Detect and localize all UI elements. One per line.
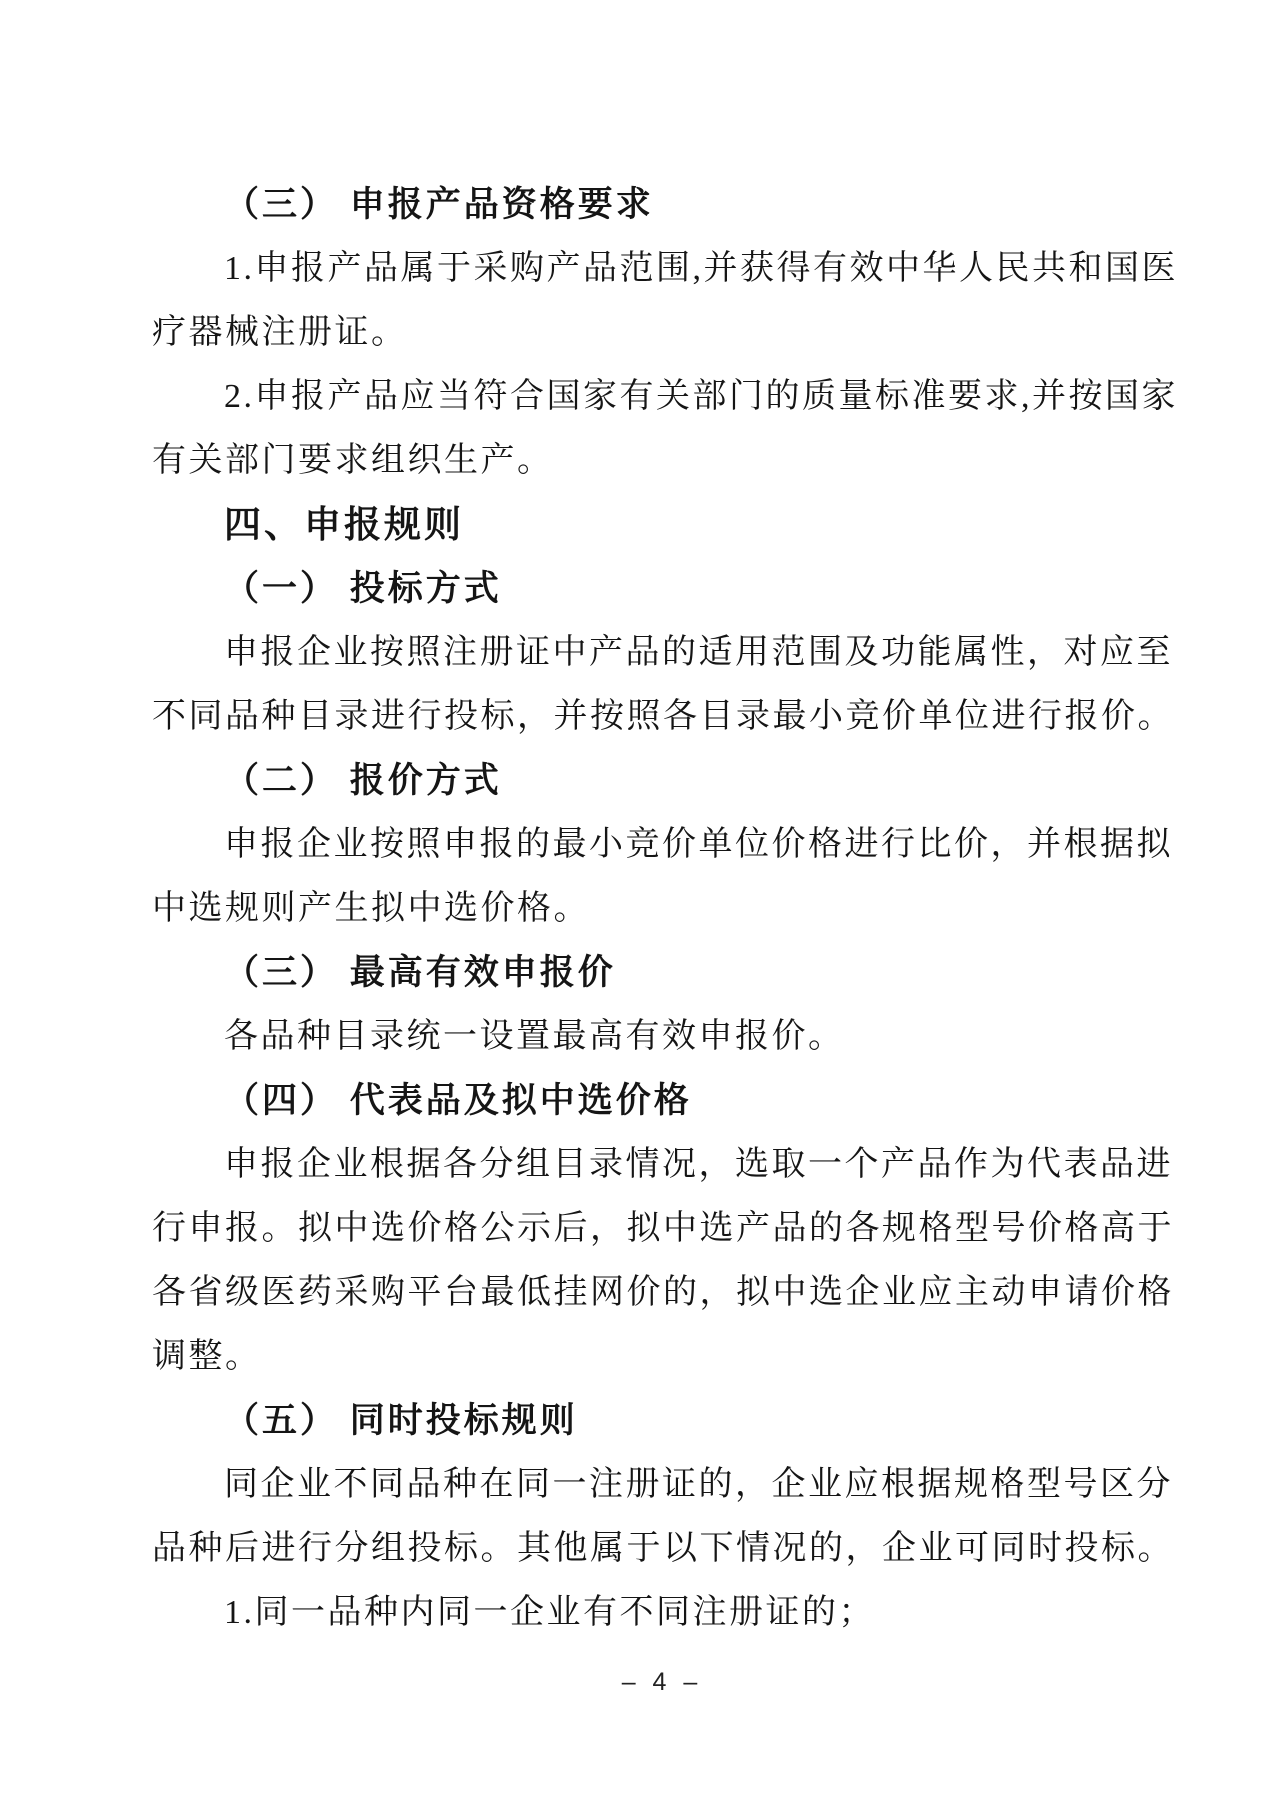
page-number: – 4 – xyxy=(621,1668,703,1696)
body-text-line: 申报企业根据各分组目录情况，选取一个产品作为代表品进 xyxy=(224,1146,1173,1183)
heading-line: （五） 同时投标规则 xyxy=(224,1401,578,1440)
body-text-line: 疗器械注册证。 xyxy=(152,314,408,351)
heading-line: （三） 申报产品资格要求 xyxy=(224,185,654,224)
body-text-line: 1.同一品种内同一企业有不同注册证的； xyxy=(224,1594,875,1631)
heading-line: 四、申报规则 xyxy=(224,504,464,545)
body-text-line: 申报企业按照注册证中产品的适用范围及功能属性，对应至 xyxy=(224,634,1173,671)
body-text-line: 2.申报产品应当符合国家有关部门的质量标准要求,并按国家 xyxy=(224,378,1178,415)
heading-line: （三） 最高有效申报价 xyxy=(224,953,616,992)
body-text-line: 有关部门要求组织生产。 xyxy=(152,442,554,479)
body-text-line: 1.申报产品属于采购产品范围,并获得有效中华人民共和国医 xyxy=(224,250,1178,287)
heading-line: （一） 投标方式 xyxy=(224,569,502,608)
body-text-line: 中选规则产生拟中选价格。 xyxy=(152,890,590,927)
body-text-line: 行申报。拟中选价格公示后，拟中选产品的各规格型号价格高于 xyxy=(152,1210,1174,1247)
body-text-line: 调整。 xyxy=(152,1338,262,1375)
body-text-line: 品种后进行分组投标。其他属于以下情况的，企业可同时投标。 xyxy=(152,1530,1174,1567)
body-text-line: 同企业不同品种在同一注册证的，企业应根据规格型号区分 xyxy=(224,1466,1173,1503)
heading-line: （四） 代表品及拟中选价格 xyxy=(224,1081,692,1120)
body-text-line: 不同品种目录进行投标，并按照各目录最小竞价单位进行报价。 xyxy=(152,698,1174,735)
body-text-line: 申报企业按照申报的最小竞价单位价格进行比价，并根据拟 xyxy=(224,826,1173,863)
heading-line: （二） 报价方式 xyxy=(224,761,502,800)
body-text-line: 各品种目录统一设置最高有效申报价。 xyxy=(224,1018,845,1055)
body-text-line: 各省级医药采购平台最低挂网价的，拟中选企业应主动申请价格 xyxy=(152,1274,1174,1311)
